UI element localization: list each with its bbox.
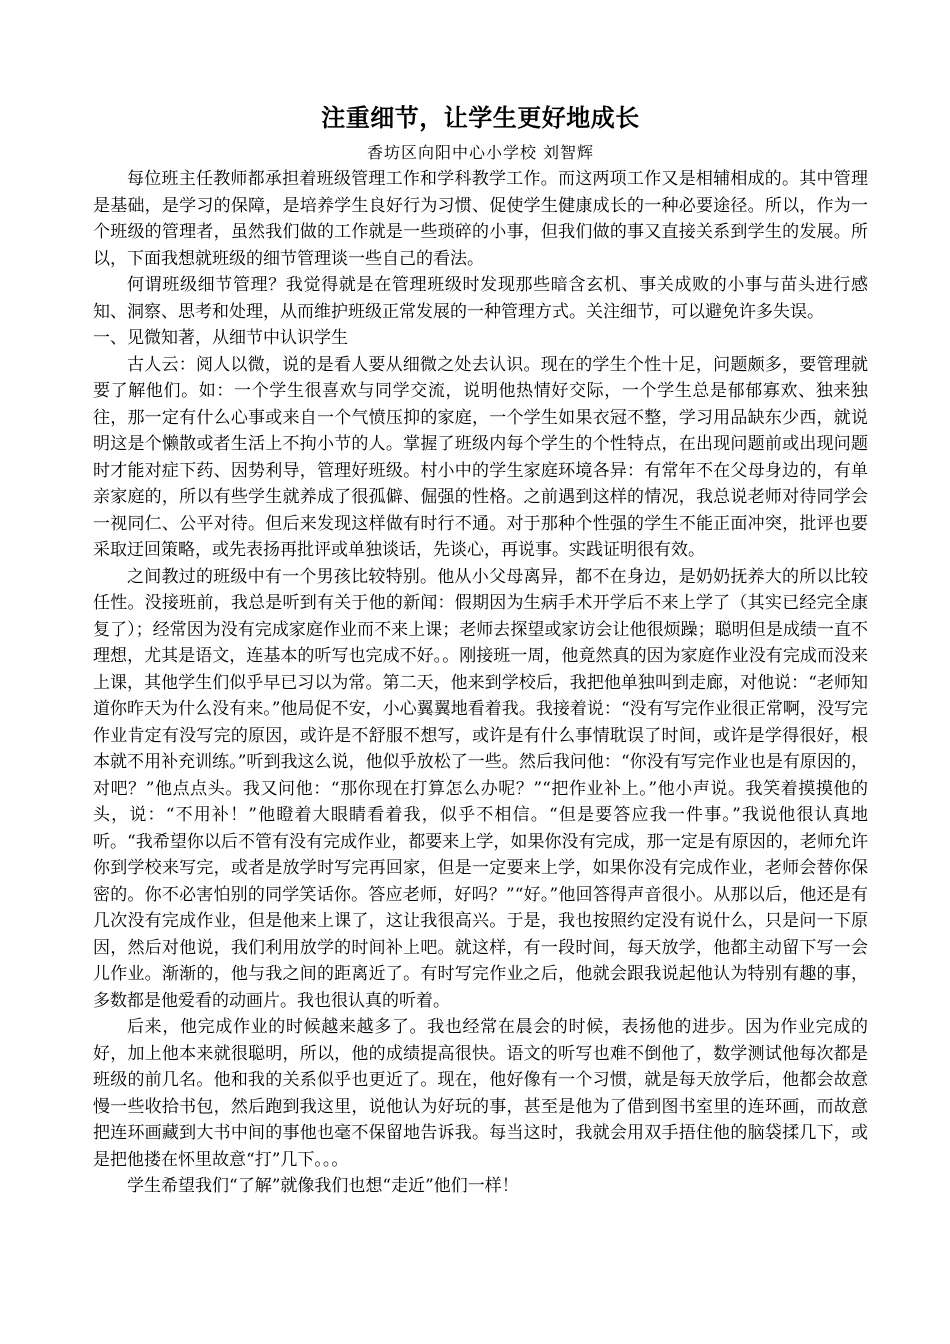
- closing-paragraph: 学生希望我们“了解”就像我们也想“走近”他们一样！: [127, 1176, 519, 1196]
- section-paragraph-1: 古人云：阅人以微，说的是看人要从细微之处去认识。现在的学生个性十足，问题颇多，要管理就要了解他们。如：一个学生很喜欢与同学交流，说明他热情好交际，一个学生总是郁郁寡欢、独来独往，那一定有什么心事或来自一个气愤压抑的家庭，一个学生如果衣冠不整，学习用品缺东少西，就说明这是个懒散或者生活上不拘小节的人。掌握了班级内每个学生的个性特点，在出现问题前或出现问题时才能对症下药、因势利导，管理好班级。村小中的学生家庭环境各异：有常年不在父母身边的，有单亲家庭的，所以有些学生就养成了很孤僻、倔强的性格。之前遇到这样的情况，我总说老师对待同学会一视同仁、公平对待。但后来发现这样做有时行不通。对于那种个性强的学生不能正面冲突，批评也要采取迂回策略，或先表扬再批评或单独谈话，先谈心，再说事。实践证明很有效。: [93, 354, 868, 560]
- document-title: 注重细节，让学生更好地成长: [321, 104, 640, 132]
- intro-paragraph-2: 何谓班级细节管理？我觉得就是在管理班级时发现那些暗含玄机、事关成败的小事与苗头进行感知、洞察、思考和处理，从而维护班级正常发展的一种管理方式。关注细节，可以避免许多失误。: [93, 275, 868, 322]
- intro-paragraph-1: 每位班主任教师都承担着班级管理工作和学科教学工作。而这两项工作又是相辅相成的。其中管理是基础，是学习的保障，是培养学生良好行为习惯、促使学生健康成长的一种必要途径。所以，作为一个班级的管理者，虽然我们做的工作就是一些琐碎的小事，但我们做的事又直接关系到学生的发展。所以，下面我想就班级的细节管理谈一些自己的看法。: [93, 169, 868, 269]
- section-paragraph-2: 之间教过的班级中有一个男孩比较特别。他从小父母离异，都不在身边，是奶奶抚养大的所以比较任性。没接班前，我总是听到有关于他的新闻：假期因为生病手术开学后不来上学了（其实已经完全康复了）；经常因为没有完成家庭作业而不来上课；老师去探望或家访会让他很烦躁；聪明但是成绩一直不理想，尤其是语文，连基本的听写也完成不好。。刚接班一周，他竟然真的因为家庭作业没有完成而没来上课，其他学生们似乎早已习以为常。第二天，他来到学校后，我把他单独叫到走廊，对他说：“老师知道你昨天为什么没有来。”他局促不安，小心翼翼地看着我。我接着说：“没有写完作业很正常啊，没写完作业肯定有没写完的原因，或许是不舒服不想写，或许是有什么事情耽误了时间，或许是学得很好，根本就不用补充训练。”听到我这么说，他似乎放松了一些。然后我问他：“你没有写完作业也是有原因的，对吧？”他点点头。我又问他：“那你现在打算怎么办呢？”“把作业补上。”他小声说。我笑着摸摸他的头，说：“不用补！”他瞪着大眼睛看着我，似乎不相信。“但是要答应我一件事。”我说他很认真地听。“我希望你以后不管有没有完成作业，都要来上学，如果你没有完成，那一定是有原因的，老师允许你到学校来写完，或者是放学时写完再回家，但是一定要来上学，如果你没有完成作业，老师会替你保密的。你不必害怕别的同学笑话你。答应老师，好吗？”“好。”他回答得声音很小。从那以后，他还是有几次没有完成作业，但是他来上课了，这让我很高兴。于是，我也按照约定没有说什么，只是问一下原因，然后对他说，我们利用放学的时间补上吧。就这样，有一段时间，每天放学，他都主动留下写一会儿作业。渐渐的，他与我之间的距离近了。有时写完作业之后，他就会跟我说起他认为特别有趣的事，多数都是他爱看的动画片。我也很认真的听着。: [93, 566, 868, 1011]
- document-page: [93, 100, 868, 1200]
- section-paragraph-3: 后来，他完成作业的时候越来越多了。我也经常在晨会的时候，表扬他的进步。因为作业完成的好，加上他本来就很聪明，所以，他的成绩提高很快。语文的听写也难不倒他了，数学测试他每次都是班级的前几名。他和我的关系似乎也更近了。现在，他好像有一个习惯，就是每天放学后，他都会故意慢一些收拾书包，然后跑到我这里，说他认为好玩的事，甚至是他为了借到图书室里的连环画，而故意把连环画藏到大书中间的事他也毫不保留地告诉我。每当这时，我就会用双手捂住他的脑袋揉几下，或是把他搂在怀里故意“打”几下。。。: [93, 1017, 868, 1170]
- section-heading: 一、见微知著，从细节中认识学生: [93, 328, 348, 348]
- author-byline: 香坊区向阳中心小学校 刘智辉: [366, 143, 595, 162]
